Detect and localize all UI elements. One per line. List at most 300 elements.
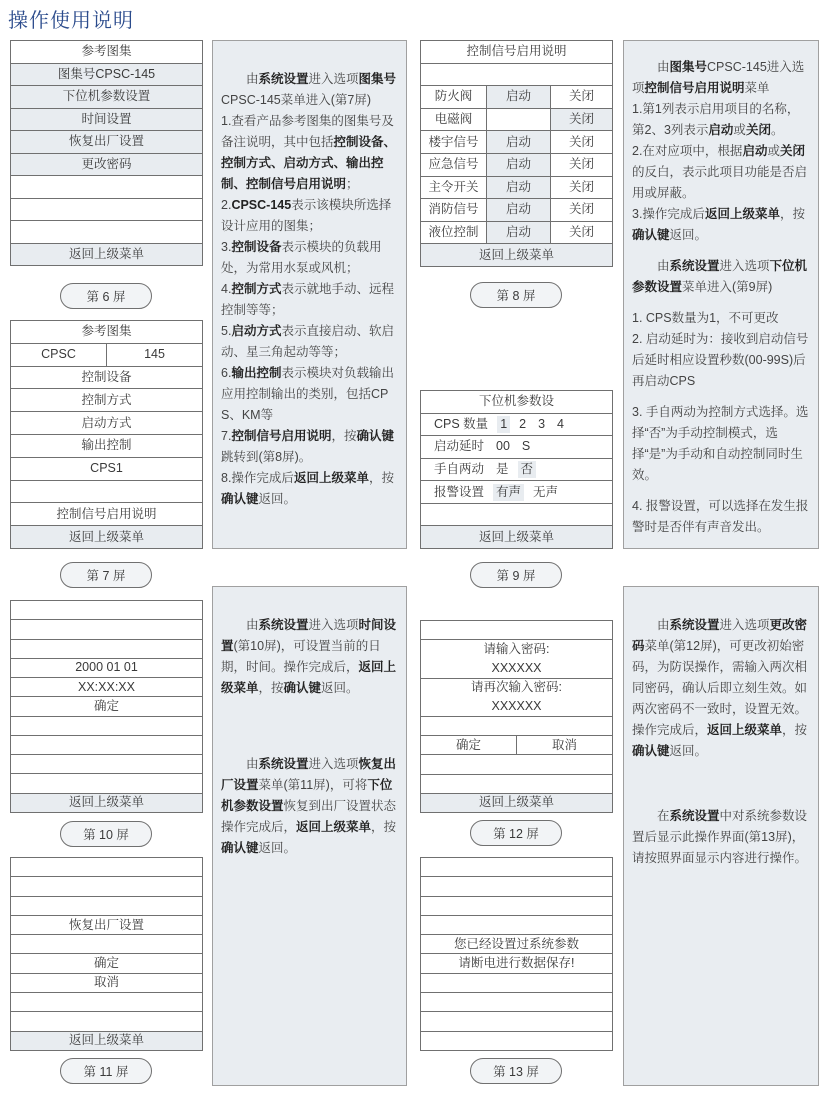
text-run: 1. CPS数量为1，不可更改: [632, 311, 779, 325]
screen-cell: [11, 877, 202, 895]
screen-cell: 确定: [93, 956, 119, 971]
screen-cell: 返回上级菜单: [68, 246, 144, 261]
screen-row: [11, 677, 202, 696]
text-run: 菜单: [744, 81, 770, 95]
screen-row: [421, 658, 612, 677]
screen-cell: CPSC: [41, 347, 76, 362]
text-run: 1.查看产品参考图集的图集号及备注说明，其中包括: [221, 114, 394, 149]
screen-cell: 下位机参数设: [478, 394, 554, 409]
text-run: 由: [246, 618, 259, 632]
screen-row: [11, 343, 202, 366]
screen-row: [11, 502, 202, 525]
screen-row: [11, 108, 202, 131]
screen-cell: [421, 858, 612, 876]
screen-cell: 请输入密码:: [483, 641, 550, 656]
screen-row: [11, 1011, 202, 1030]
screen-cell: [11, 481, 202, 503]
paragraph: [221, 69, 398, 90]
param-option: 否: [518, 461, 537, 478]
spacer: [632, 298, 810, 308]
spacer: [221, 58, 398, 69]
text-run: 或: [767, 144, 780, 158]
screen-row: [421, 934, 612, 953]
screen-row: [421, 678, 612, 697]
text-run: 菜单进入(第9屏): [682, 280, 773, 294]
screen-cell: [11, 199, 202, 221]
text-run: 跳转到(第8屏)。: [221, 450, 312, 464]
screen-cell: [11, 601, 202, 619]
screen-row: [11, 858, 202, 876]
text-run: 2. 启动延时为：接收到启动信号后延时相应设置秒数(00-99S)后再启动CPS: [632, 332, 809, 388]
screen-row: [11, 1031, 202, 1050]
spacer: [632, 486, 810, 496]
screen-cell: [421, 775, 612, 793]
screen-row: [11, 41, 202, 63]
screen-cell: [11, 858, 202, 876]
screen-cell: [11, 221, 202, 243]
screen-10-label: 第 10 屏: [60, 821, 152, 847]
text-run: 返回。: [258, 492, 297, 506]
screen-row: [421, 221, 612, 244]
screen-11-label: 第 11 屏: [60, 1058, 152, 1084]
param-label: CPS 数量: [434, 416, 489, 431]
screen-cell: 启动: [486, 154, 550, 176]
screen-cell: [11, 640, 202, 658]
paragraph: [221, 754, 398, 859]
screen-cell: 启动: [486, 131, 550, 153]
screen-row: [11, 480, 202, 503]
screen-cell: 防火阀: [434, 89, 473, 104]
text-run: ，按: [779, 207, 805, 221]
text-run: 4.: [221, 282, 232, 296]
screen-cell: [11, 935, 202, 953]
screen-cell: 关闭: [550, 154, 612, 176]
screen-cell: [421, 64, 612, 86]
bold-term: 输出控制: [231, 366, 282, 380]
bold-term: 恢复出厂设置: [221, 757, 397, 792]
screen-row: [11, 773, 202, 792]
screen-cell: 恢复出厂设置: [68, 134, 144, 149]
screen-cell: 控制信号启用说明: [466, 44, 567, 59]
text-run: 由: [657, 618, 670, 632]
bold-term: 系统设置: [669, 259, 720, 273]
text-run: ，按: [331, 429, 357, 443]
screen-row: [421, 858, 612, 876]
bold-term: 启动: [708, 123, 734, 137]
bold-term: 控制方式: [231, 282, 282, 296]
screen-cell: [421, 1032, 612, 1050]
screen-cell: 主令开关: [428, 179, 479, 194]
screen-row: [11, 321, 202, 343]
screen-row: [421, 992, 612, 1011]
screen-cell: 时间设置: [81, 111, 132, 126]
text-run: 由: [246, 757, 259, 771]
bold-term: 返回上级菜单: [296, 820, 372, 834]
screen-row: [421, 130, 612, 153]
text-run: 由: [657, 60, 670, 74]
screen-row: [421, 108, 612, 131]
screen-6: [10, 40, 203, 266]
screen-row: [421, 896, 612, 915]
screen-row: [421, 525, 612, 548]
text-run: 表示就地手动、远程控制等等；: [221, 282, 394, 317]
screen-cell: 145: [106, 344, 202, 366]
text-run: 。: [770, 123, 784, 137]
spacer: [632, 604, 810, 615]
bold-term: 控制信号启用说明: [231, 429, 332, 443]
screen-9: [420, 390, 613, 549]
text-run: 2.: [221, 198, 232, 212]
screen-cell: 输出控制: [81, 438, 132, 453]
screen-cell: 电磁阀: [434, 112, 473, 127]
screen-row: [11, 175, 202, 198]
text-run: 返回。: [258, 841, 297, 855]
bold-term: 下位机参数设置: [221, 778, 393, 813]
spacer: [221, 743, 398, 754]
screen-row: [11, 973, 202, 992]
screen-row: [11, 601, 202, 619]
description-screen-8-9: [623, 40, 819, 549]
screen-row: [11, 696, 202, 715]
screen-row: [11, 953, 202, 972]
screen-row: [421, 735, 612, 754]
screen-8: [420, 40, 613, 267]
text-run: 返回。: [669, 744, 708, 758]
param-label: 启动延时: [434, 439, 485, 454]
screen-cell: [11, 717, 202, 735]
text-run: 进入选项: [308, 618, 359, 632]
bold-term: CPSC-145: [231, 198, 292, 212]
screen-cell: 返回上级菜单: [478, 795, 554, 810]
screen-cell: [421, 916, 612, 934]
description-screen-12-13: [623, 586, 819, 1086]
paragraph: [221, 90, 398, 111]
screen-row: [421, 435, 612, 458]
bold-term: 启动方式: [231, 324, 282, 338]
screen-cell: CPS1: [90, 461, 123, 476]
screen-cell: [421, 877, 612, 895]
text-run: (第10屏)，可设置当前的日期，时间。操作完成后，: [221, 639, 381, 674]
text-run: ，按: [371, 820, 397, 834]
bold-term: 图集号: [669, 60, 708, 74]
text-run: 由: [246, 72, 259, 86]
screen-row: [11, 411, 202, 434]
bold-term: 控制信号启用说明: [644, 81, 745, 95]
bold-term: 时间设置: [221, 618, 397, 653]
bold-term: 系统设置: [258, 618, 309, 632]
screen-cell: XXXXXX: [491, 661, 542, 675]
screen-cell: 控制信号启用说明: [56, 506, 157, 521]
bold-term: 返回上级菜单: [221, 660, 397, 695]
spacer: [221, 47, 398, 58]
paragraph: [221, 363, 398, 426]
screen-8-label: 第 8 屏: [470, 282, 562, 308]
text-run: 进入选项: [308, 757, 359, 771]
paragraph: [632, 308, 810, 329]
screen-12: [420, 620, 613, 813]
screen-cell: [11, 993, 202, 1011]
text-run: ，按: [782, 723, 808, 737]
screen-row: [421, 85, 612, 108]
screen-row: [11, 366, 202, 389]
text-run: 1.第1列表示启用项目的名称，第2、3列表示: [632, 102, 800, 137]
screen-row: [11, 716, 202, 735]
screen-row: [421, 697, 612, 716]
bold-term: 关闭: [779, 144, 805, 158]
screen-row: [11, 220, 202, 243]
screen-cell: [11, 774, 202, 792]
paragraph: [632, 141, 810, 204]
param-option: 2: [519, 416, 527, 431]
screen-row: [421, 876, 612, 895]
screen-row: [421, 413, 612, 436]
screen-7: [10, 320, 203, 549]
screen-cell: [421, 974, 612, 992]
screen-row: [11, 876, 202, 895]
screen-cell: 返回上级菜单: [478, 529, 554, 544]
text-run: 8.操作完成后: [221, 471, 294, 485]
screen-cell: 控制方式: [81, 392, 132, 407]
paragraph: [632, 99, 810, 141]
spacer: [632, 762, 810, 773]
screen-cell: 返回上级菜单: [478, 247, 554, 262]
paragraph: [632, 329, 810, 392]
screen-row: [421, 1031, 612, 1050]
bold-term: 确认键: [221, 841, 259, 855]
paragraph: [221, 615, 398, 699]
bold-term: 系统设置: [258, 72, 309, 86]
description-screen-7-8: [212, 40, 407, 549]
screen-row: [421, 716, 612, 735]
screen-cell: [11, 736, 202, 754]
paragraph: [632, 256, 810, 298]
screen-row: [11, 658, 202, 677]
screen-row: [421, 391, 612, 413]
screen-cell: 图集号CPSC-145: [57, 66, 156, 81]
screen-cell: [11, 1012, 202, 1030]
param-option: S: [521, 439, 531, 454]
screen-row: [11, 434, 202, 457]
param-label: 报警设置: [434, 484, 485, 499]
screen-row: [421, 480, 612, 503]
text-run: CPSC-145进入选项: [632, 60, 805, 95]
screen-cell: [421, 621, 612, 639]
screen-row: [11, 198, 202, 221]
screen-cell: 确定: [455, 737, 481, 752]
screen-row: [11, 85, 202, 108]
paragraph: [221, 468, 398, 510]
screen-row: [421, 63, 612, 86]
text-run: 恢复到出厂设置状态操作完成后，: [221, 799, 397, 834]
spacer: [221, 732, 398, 743]
screen-9-label: 第 9 屏: [470, 562, 562, 588]
bold-term: 确认键: [356, 429, 394, 443]
screen-12-label: 第 12 屏: [470, 820, 562, 846]
screen-cell: XX:XX:XX: [78, 679, 135, 694]
text-run: 进入选项: [719, 618, 770, 632]
screen-row: [421, 1011, 612, 1030]
screen-cell: 楼宇信号: [428, 134, 479, 149]
screen-cell: 返回上级菜单: [68, 795, 144, 810]
page-title: 操作使用说明: [8, 10, 134, 32]
spacer: [632, 392, 810, 402]
screen-row: [11, 915, 202, 934]
screen-cell: [421, 504, 612, 526]
text-run: 表示模块的负载用处，为常用水泵或风机；: [221, 240, 382, 275]
screen-cell: 返回上级菜单: [68, 1033, 144, 1048]
screen-cell: [11, 897, 202, 915]
screen-cell: 确定: [93, 698, 119, 713]
screen-row: [11, 992, 202, 1011]
paragraph: [221, 111, 398, 195]
text-run: 菜单(第11屏)，可将: [258, 778, 368, 792]
bold-term: 系统设置: [669, 809, 720, 823]
paragraph: [221, 195, 398, 237]
screen-cell: 关闭: [550, 177, 612, 199]
screen-cell: [11, 176, 202, 198]
text-run: 进入选项: [308, 72, 359, 86]
text-run: ；: [346, 177, 359, 191]
spacer: [221, 593, 398, 604]
text-run: 返回。: [321, 681, 359, 695]
bold-term: 系统设置: [258, 757, 309, 771]
text-run: 5.: [221, 324, 232, 338]
screen-cell: 启动: [486, 86, 550, 108]
screen-cell: 启动: [486, 222, 550, 244]
screen-13-label: 第 13 屏: [470, 1058, 562, 1084]
paragraph: [632, 204, 810, 246]
screen-row: [421, 198, 612, 221]
screen-cell: 关闭: [550, 86, 612, 108]
screen-cell: 关闭: [550, 222, 612, 244]
screen-row: [421, 774, 612, 793]
screen-row: [421, 458, 612, 481]
description-screen-10-11: [212, 586, 407, 1086]
screen-10: [10, 600, 203, 813]
spacer: [632, 795, 810, 806]
paragraph: [221, 426, 398, 468]
text-run: 2.在对应项中，根据: [632, 144, 743, 158]
text-run: 表示模块对负载输出应用控制输出的类别，包括CPS、KM等: [221, 366, 394, 422]
param-option: 00: [496, 439, 510, 454]
screen-row: [11, 63, 202, 86]
screen-cell: [421, 993, 612, 1011]
screen-row: [421, 503, 612, 526]
bold-term: 系统设置: [669, 618, 720, 632]
text-run: 4. 报警设置，可以选择在发生报警时是否伴有声音发出。: [632, 499, 809, 534]
text-run: 中对系统参数设置后显示此操作界面(第13屏)，请按照界面显示内容进行操作。: [632, 809, 808, 865]
screen-cell: 液位控制: [428, 225, 479, 240]
screen-row: [421, 153, 612, 176]
bold-term: 确认键: [283, 681, 322, 695]
paragraph: [632, 615, 810, 762]
screen-cell: [421, 717, 612, 735]
screen-row: [11, 754, 202, 773]
spacer: [221, 604, 398, 615]
screen-row: [421, 41, 612, 63]
bold-term: 更改密码: [632, 618, 808, 653]
paragraph: [221, 321, 398, 363]
text-run: ，按: [368, 471, 394, 485]
text-run: 3.操作完成后: [632, 207, 705, 221]
paragraph: [221, 279, 398, 321]
text-run: ，按: [258, 681, 284, 695]
screen-row: [11, 619, 202, 638]
screen-row: [11, 525, 202, 548]
screen-row: [421, 915, 612, 934]
spacer: [221, 699, 398, 710]
spacer: [221, 710, 398, 721]
text-run: 表示该模块所选择设计应用的图集；: [221, 198, 392, 233]
param-option: 4: [557, 416, 564, 431]
screen-row: [421, 176, 612, 199]
text-run: 菜单(第12屏)，可更改初始密码，为防误操作，需输入两次相同密码，确认后即立刻生效。如两次密码不一致时，设置无效。操作完成后，: [632, 639, 808, 737]
bold-term: 下位机参数设置: [632, 259, 808, 294]
screen-row: [421, 639, 612, 658]
paragraph: [632, 57, 810, 99]
bold-term: 控制设备: [231, 240, 282, 254]
screen-cell: 参考图集: [81, 44, 132, 59]
screen-row: [421, 754, 612, 773]
text-run: 或: [733, 123, 746, 137]
bold-term: 确认键: [632, 228, 670, 242]
text-run: 表示直接启动、软启动、星三角起动等等；: [221, 324, 394, 359]
screen-7-label: 第 7 屏: [60, 562, 152, 588]
text-run: CPSC-145菜单进入(第7屏): [221, 93, 372, 107]
screen-cell: 关闭: [550, 199, 612, 221]
screen-cell: 控制设备: [81, 369, 132, 384]
screen-cell: 您已经设置过系统参数: [453, 936, 579, 951]
bold-term: 确认键: [632, 744, 670, 758]
spacer: [632, 47, 810, 57]
screen-cell: 参考图集: [81, 324, 132, 339]
screen-row: [11, 793, 202, 812]
param-label: 手自两动: [434, 462, 485, 477]
text-run: 3. 手自两动为控制方式选择。选择“否”为手动控制模式，选择“是”为手动和自动控制同时生效。: [632, 405, 809, 482]
paragraph: [632, 806, 810, 869]
text-run: 返回。: [669, 228, 708, 242]
screen-cell: 请断电进行数据保存!: [458, 956, 575, 971]
screen-cell: [11, 620, 202, 638]
screen-cell: 关闭: [550, 109, 612, 131]
text-run: 6.: [221, 366, 232, 380]
paragraph: [632, 402, 810, 486]
bold-term: 确认键: [221, 492, 259, 506]
bold-term: 关闭: [745, 123, 771, 137]
screen-cell: [421, 897, 612, 915]
screen-row: [11, 457, 202, 480]
screen-6-label: 第 6 屏: [60, 283, 152, 309]
screen-11: [10, 857, 203, 1051]
bold-term: 返回上级菜单: [704, 207, 780, 221]
spacer: [221, 721, 398, 732]
screen-cell: [421, 755, 612, 773]
spacer: [632, 593, 810, 604]
spacer: [632, 246, 810, 256]
spacer: [632, 773, 810, 784]
screen-cell: 恢复出厂设置: [68, 917, 144, 932]
screen-row: [421, 621, 612, 639]
screen-row: [11, 388, 202, 411]
text-run: 进入选项: [719, 259, 770, 273]
spacer: [632, 784, 810, 795]
screen-cell: 2000 01 01: [75, 660, 138, 675]
screen-cell: [421, 1012, 612, 1030]
screen-cell: 关闭: [550, 131, 612, 153]
screen-row: [11, 934, 202, 953]
screen-cell: 更改密码: [81, 156, 132, 171]
screen-row: [421, 793, 612, 812]
